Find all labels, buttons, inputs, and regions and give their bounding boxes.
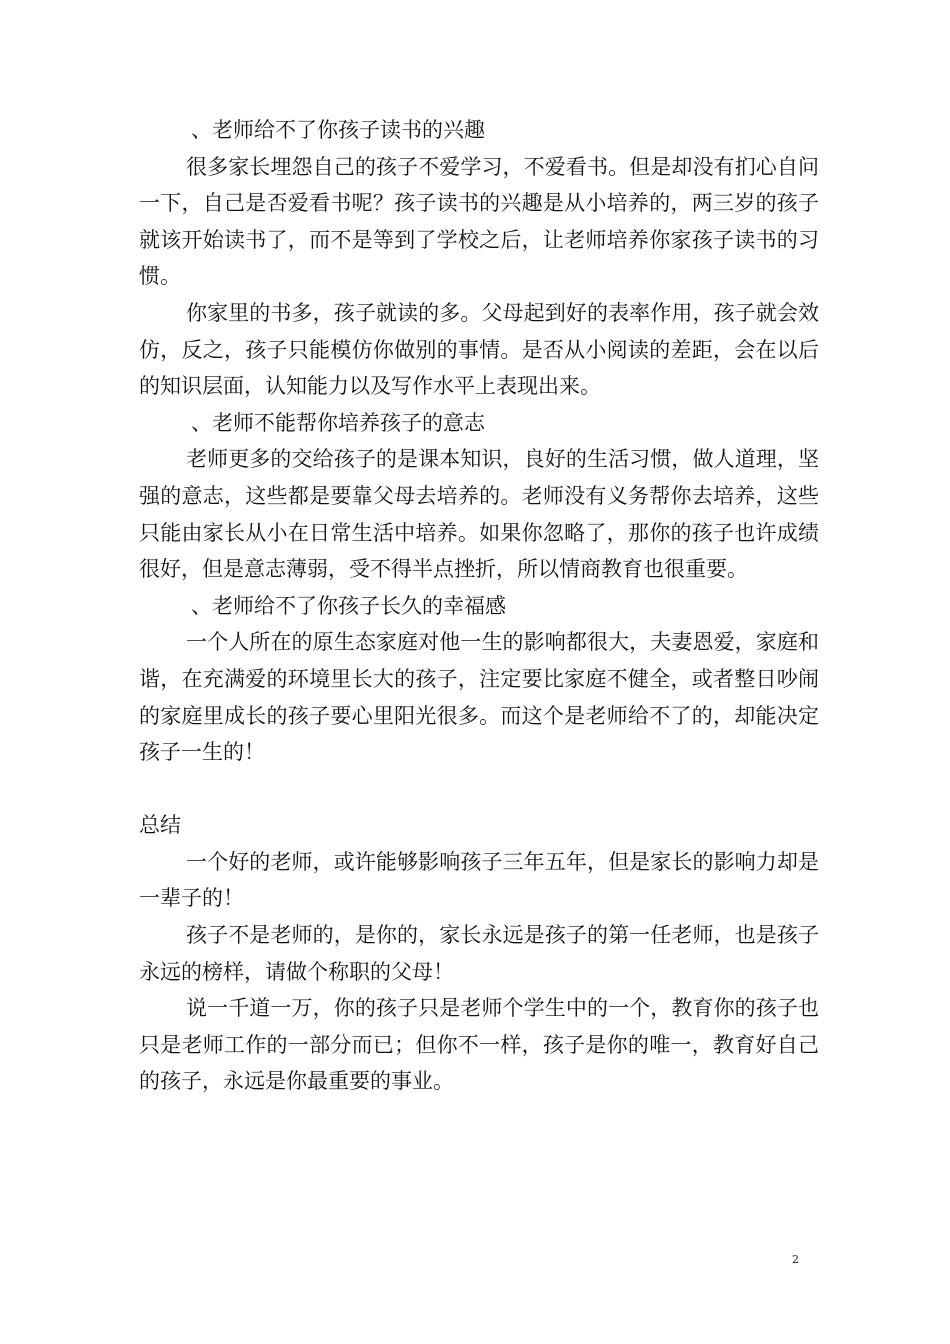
page-number: 2 bbox=[792, 1253, 799, 1266]
paragraph: 你家里的书多，孩子就读的多。父母起到好的表率作用，孩子就会效仿，反之，孩子只能模仿你做别的事情。是否从小阅读的差距，会在以后的知识层面，认知能力以及写作水平上表现出来。 bbox=[139, 300, 819, 399]
document-body bbox=[139, 112, 819, 1100]
paragraph: 一个人所在的原生态家庭对他一生的影响都很大，夫妻恩爱，家庭和谐，在充满爱的环境里长大的孩子，注定要比家庭不健全，或者整日吵闹的家庭里成长的孩子要心里阳光很多。而这个是老师给不了的，却能决定孩子一生的！ bbox=[139, 630, 819, 765]
paragraph: 很多家长埋怨自己的孩子不爱学习，不爱看书。但是却没有扪心自问一下，自己是否爱看书呢？孩子读书的兴趣是从小培养的，两三岁的孩子就该开始读书了，而不是等到了学校之后，让老师培养你家孩子读书的习惯。 bbox=[139, 154, 819, 289]
summary-title: 总结 bbox=[139, 813, 181, 838]
blank-line bbox=[139, 771, 819, 808]
section-heading: 、老师给不了你孩子读书的兴趣 bbox=[191, 118, 485, 142]
section-heading: 、老师不能帮你培养孩子的意志 bbox=[191, 410, 485, 435]
summary-paragraph: 说一千道一万，你的孩子只是老师个学生中的一个，教育你的孩子也只是老师工作的一部分而已；但你不一样，孩子是你的唯一，教育好自己的孩子，永远是你最重要的事业。 bbox=[139, 996, 819, 1094]
summary-paragraph: 一个好的老师，或许能够影响孩子三年五年，但是家长的影响力却是一辈子的！ bbox=[139, 849, 819, 911]
summary-paragraph: 孩子不是老师的，是你的，家长永远是孩子的第一任老师，也是孩子永远的榜样，请做个称职的父母！ bbox=[139, 923, 819, 984]
section-heading: 、老师给不了你孩子长久的幸福感 bbox=[191, 593, 506, 618]
paragraph: 老师更多的交给孩子的是课本知识，良好的生活习惯，做人道理，坚强的意志，这些都是要靠父母去培养的。老师没有义务帮你去培养，这些只能由家长从小在日常生活中培养。如果你忽略了，那你的孩子也许成绩很好，但是意志薄弱，受不得半点挫折，所以情商教育也很重要。 bbox=[139, 447, 819, 582]
